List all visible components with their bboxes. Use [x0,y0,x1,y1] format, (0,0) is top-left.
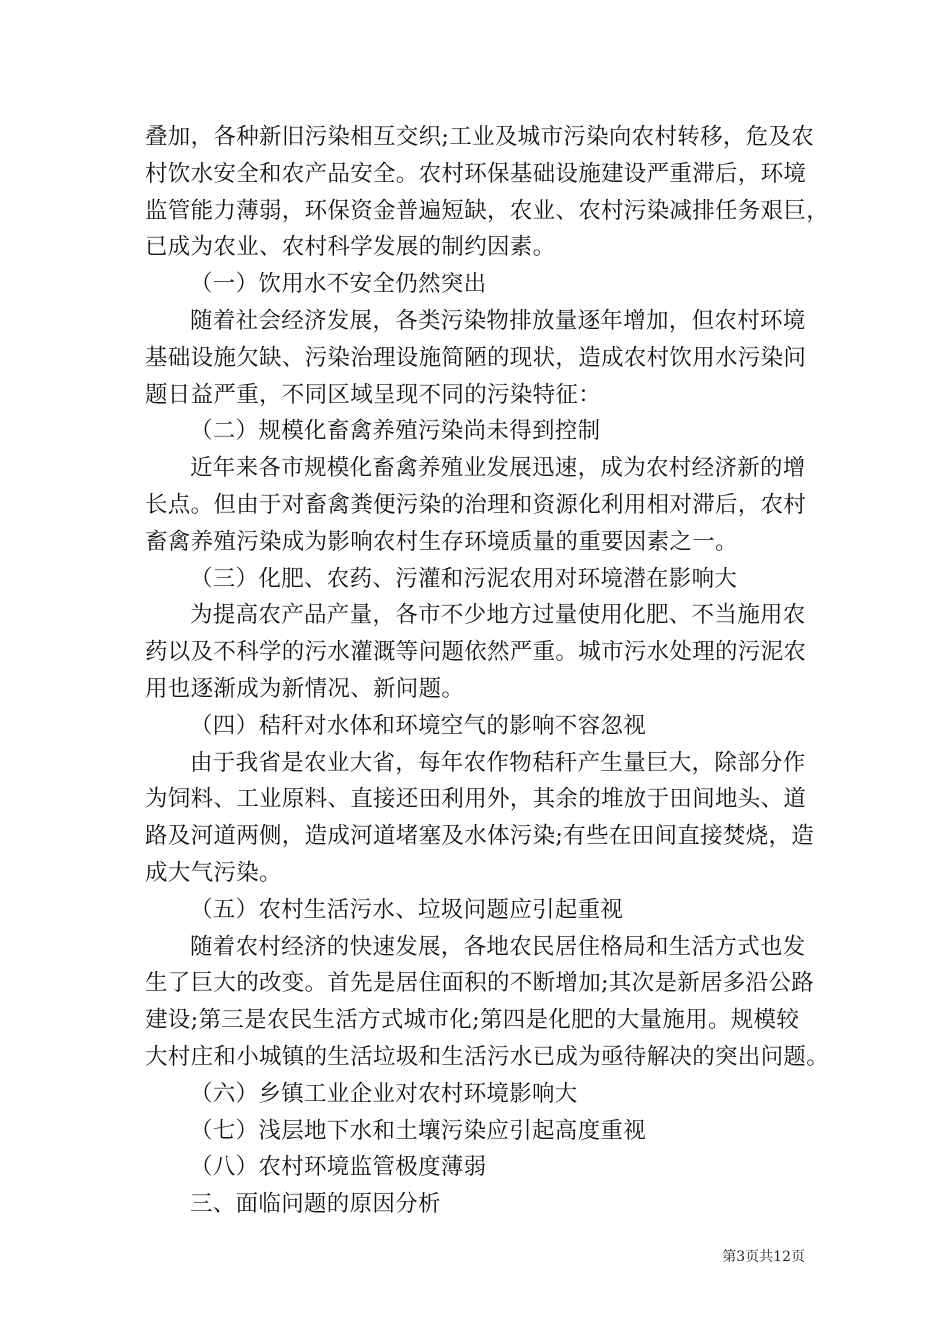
paragraph-line: 路及河道两侧，造成河道堵塞及水体污染;有些在田间直接焚烧，造 [145,823,815,850]
paragraph-line: 监管能力薄弱，环保资金普遍短缺，农业、农村污染减排任务艰巨， [145,197,830,224]
paragraph-line: 已成为农业、农村科学发展的制约因素。 [145,234,556,261]
chapter-heading: 三、面临问题的原因分析 [190,1191,441,1218]
paragraph-line: 题日益严重，不同区域呈现不同的污染特征： [145,381,602,408]
section-heading: （一）饮用水不安全仍然突出 [190,271,487,298]
paragraph-line: 药以及不科学的污水灌溉等问题依然严重。城市污水处理的污泥农 [145,639,807,666]
paragraph-line: 生了巨大的改变。首先是居住面积的不断增加;其次是新居多沿公路 [145,970,815,997]
document-body [145,119,830,1223]
section-heading: （八）农村环境监管极度薄弱 [190,1154,487,1181]
paragraph-line: 随着农村经济的快速发展，各地农民居住格局和生活方式也发 [190,933,806,960]
paragraph-line: 成大气污染。 [145,859,282,886]
section-heading: （四）秸秆对水体和环境空气的影响不容忽视 [190,712,647,739]
paragraph-line: 近年来各市规模化畜禽养殖业发展迅速，成为农村经济新的增 [190,455,806,482]
paragraph-line: 叠加，各种新旧污染相互交织;工业及城市污染向农村转移，危及农 [145,124,815,150]
paragraph-line: 用也逐渐成为新情况、新问题。 [145,675,465,702]
paragraph-line: 大村庄和小城镇的生活垃圾和生活污水已成为亟待解决的突出问题。 [145,1043,830,1070]
paragraph-line: 为提高农产品产量，各市不少地方过量使用化肥、不当施用农 [190,602,806,629]
paragraph-line: 基础设施欠缺、污染治理设施简陋的现状，造成农村饮用水污染问 [145,344,807,371]
paragraph-line: 随着社会经济发展，各类污染物排放量逐年增加，但农村环境 [190,307,806,334]
paragraph-line: 畜禽养殖污染成为影响农村生存环境质量的重要因素之一。 [145,528,738,555]
section-heading: （五）农村生活污水、垃圾问题应引起重视 [190,896,624,923]
section-heading: （三）化肥、农药、污灌和污泥农用对环境潜在影响大 [190,565,738,592]
paragraph-line: 建设;第三是农民生活方式城市化;第四是化肥的大量施用。规模较 [145,1007,800,1034]
section-heading: （二）规模化畜禽养殖污染尚未得到控制 [190,418,601,445]
section-heading: （七）浅层地下水和土壤污染应引起高度重视 [190,1117,647,1144]
section-heading: （六）乡镇工业企业对农村环境影响大 [190,1080,578,1107]
paragraph-line: 长点。但由于对畜禽粪便污染的治理和资源化利用相对滞后，农村 [145,491,807,518]
page-number: 第3页共12页 [722,1249,805,1265]
paragraph-line: 村饮水安全和农产品安全。农村环保基础设施建设严重滞后，环境 [145,160,807,187]
paragraph-line: 由于我省是农业大省，每年农作物秸秆产生量巨大，除部分作 [190,749,806,776]
paragraph-line: 为饲料、工业原料、直接还田利用外，其余的堆放于田间地头、道 [145,786,807,813]
